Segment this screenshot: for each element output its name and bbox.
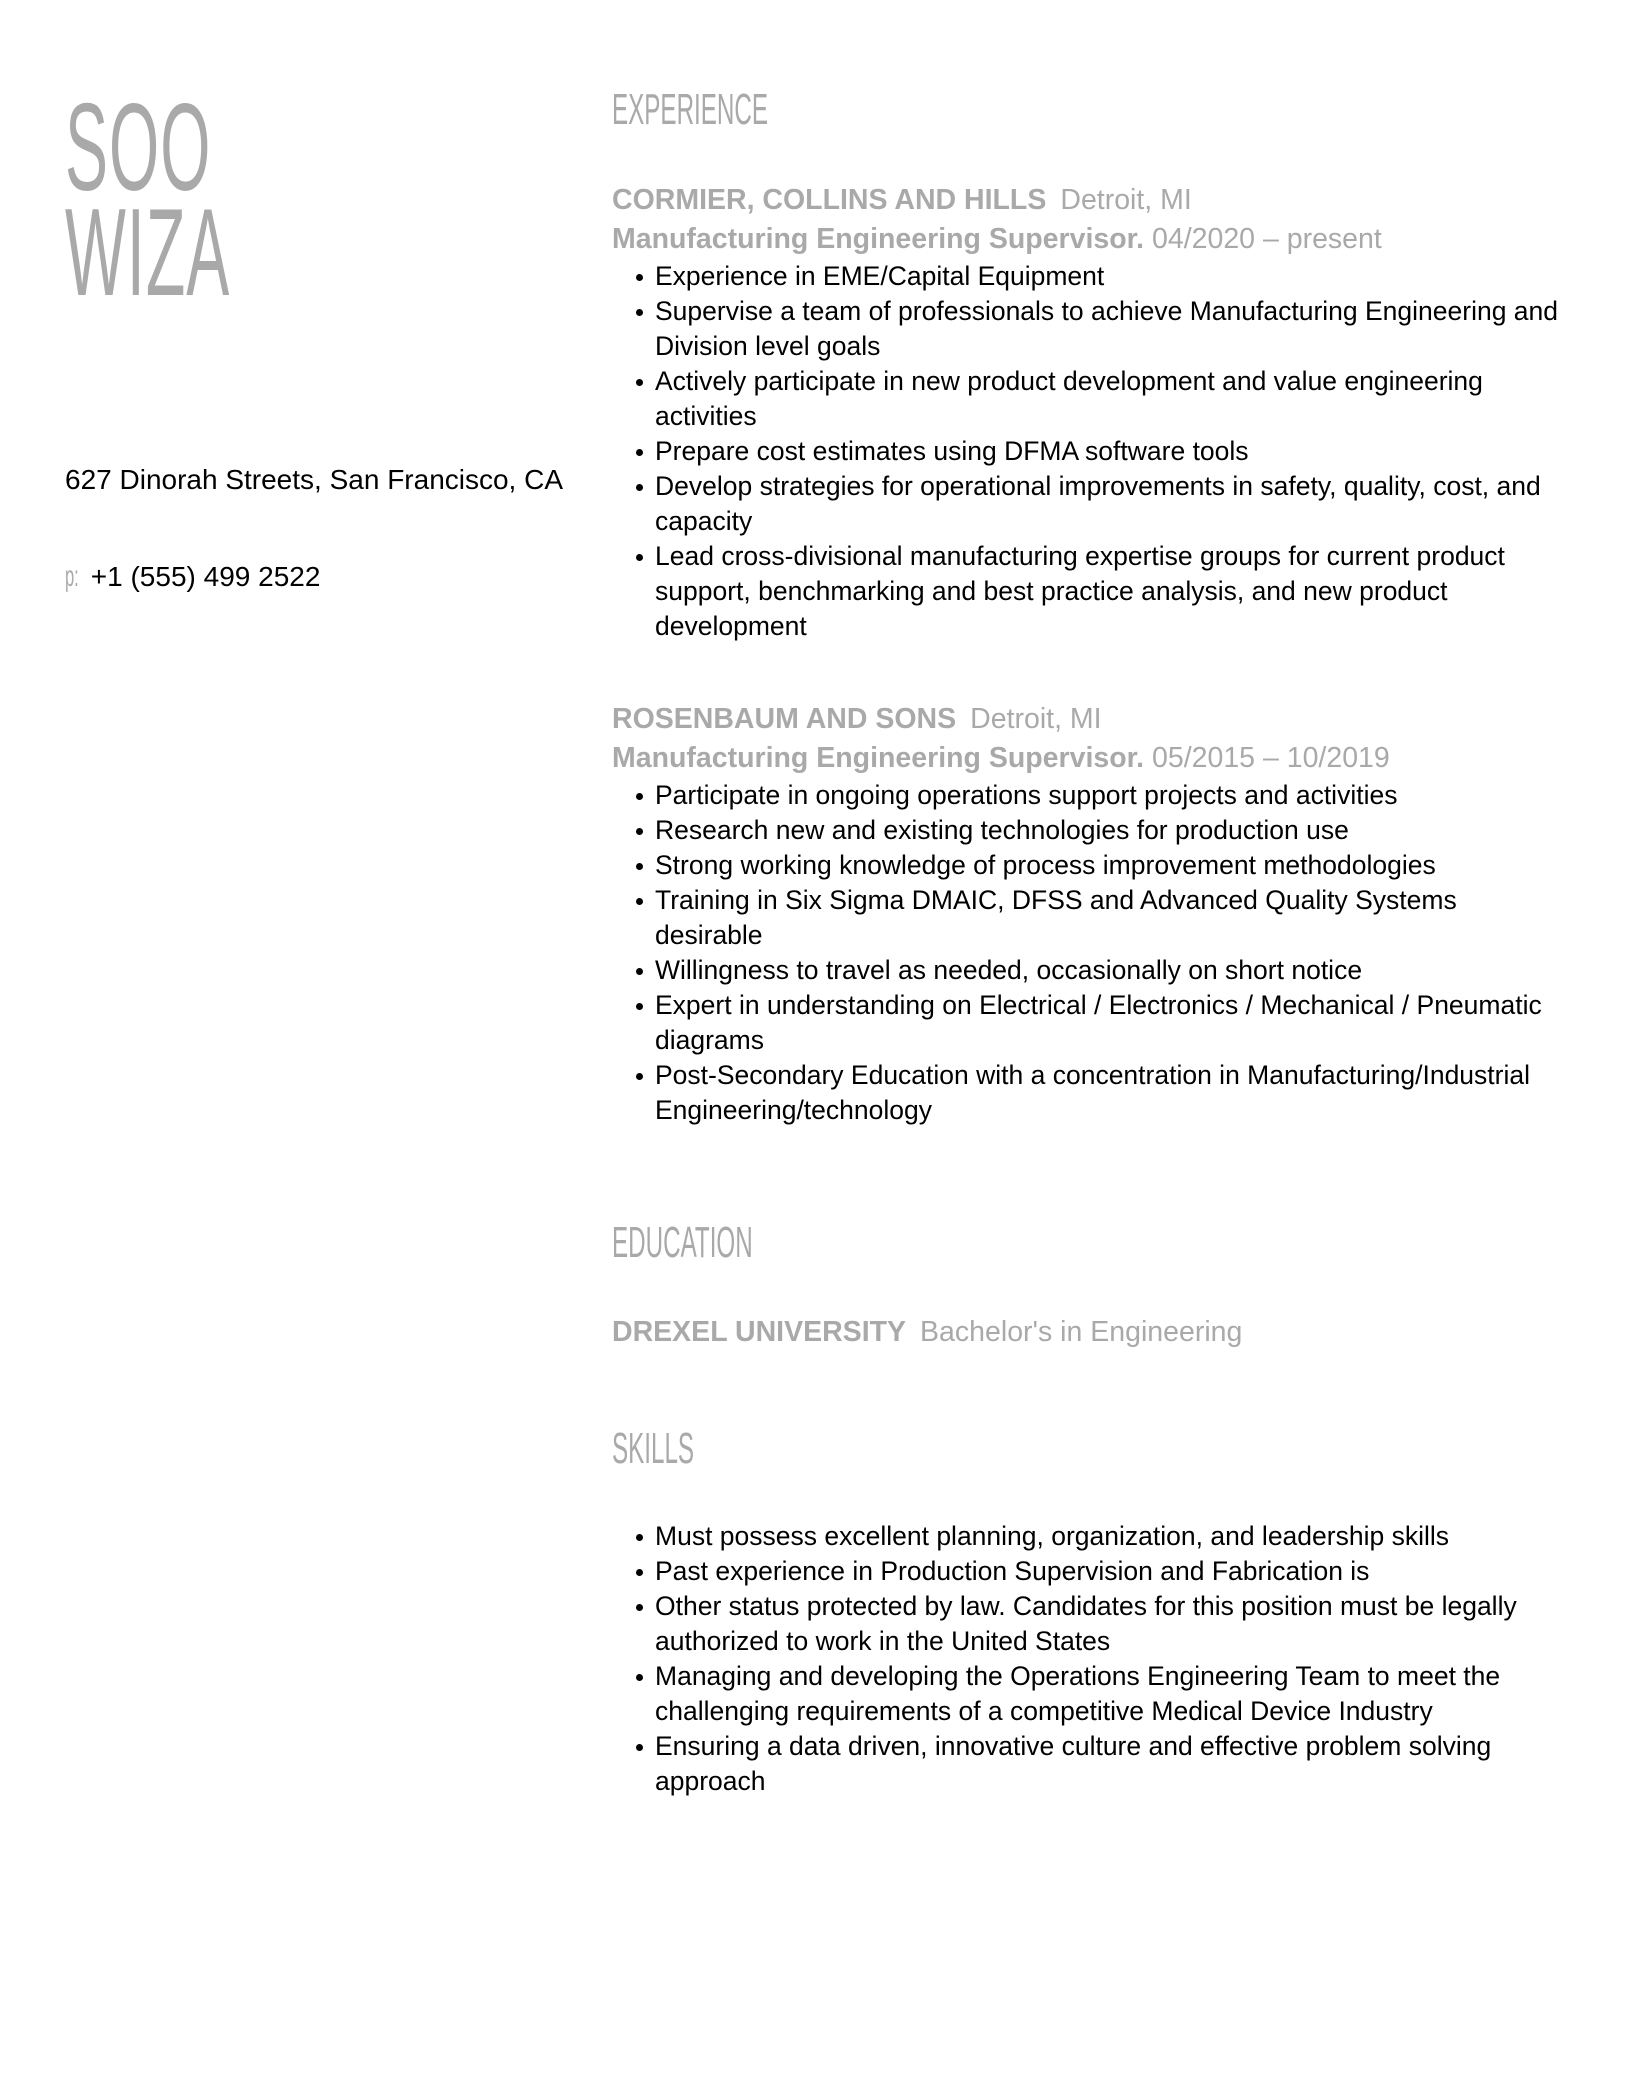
list-item: Must possess excellent planning, organization, and leadership skills (612, 1519, 1560, 1554)
job-company: ROSENBAUM AND SONS (612, 703, 957, 735)
job-title: Manufacturing Engineering Supervisor. (612, 223, 1145, 255)
job-title-row (612, 220, 1572, 259)
job-dates: 05/2015 – 10/2019 (1152, 742, 1390, 774)
list-item: Strong working knowledge of process improvement methodologies (612, 848, 1560, 883)
list-item: Past experience in Production Supervision and Fabrication is (612, 1554, 1560, 1589)
job-entry (612, 181, 1572, 644)
education-school: DREXEL UNIVERSITY (612, 1316, 907, 1348)
education-entry (612, 1313, 1242, 1352)
list-item: Ensuring a data driven, innovative culture and effective problem solving approach (612, 1729, 1560, 1799)
list-item: Expert in understanding on Electrical / Electronics / Mechanical / Pneumatic diagrams (612, 988, 1560, 1058)
education-heading: EDUCATION (612, 1218, 753, 1267)
list-item: Post-Secondary Education with a concentration in Manufacturing/Industrial Engineering/technology (612, 1058, 1560, 1128)
phone-label: p: (65, 560, 79, 593)
list-item: Develop strategies for operational improvements in safety, quality, cost, and capacity (612, 469, 1560, 539)
list-item: Participate in ongoing operations support projects and activities (612, 778, 1560, 813)
job-company: CORMIER, COLLINS AND HILLS (612, 184, 1047, 216)
job-title-row (612, 739, 1572, 778)
experience-heading: EXPERIENCE (612, 85, 769, 134)
job-bullets (612, 778, 1572, 1128)
address: 627 Dinorah Streets, San Francisco, CA (65, 464, 564, 495)
phone-row (65, 558, 320, 596)
job-header (612, 181, 1572, 220)
skills-list (612, 1519, 1560, 1799)
job-header (612, 700, 1572, 739)
job-title: Manufacturing Engineering Supervisor. (612, 742, 1145, 774)
last-name: WIZA (65, 184, 231, 322)
list-item: Training in Six Sigma DMAIC, DFSS and Advanced Quality Systems desirable (612, 883, 1560, 953)
list-item: Supervise a team of professionals to achieve Manufacturing Engineering and Division level goals (612, 294, 1560, 364)
list-item: Prepare cost estimates using DFMA software tools (612, 434, 1560, 469)
list-item: Experience in EME/Capital Equipment (612, 259, 1560, 294)
list-item: Actively participate in new product development and value engineering activities (612, 364, 1560, 434)
list-item: Other status protected by law. Candidates for this position must be legally authorized to work in the United States (612, 1589, 1560, 1659)
list-item: Willingness to travel as needed, occasionally on short notice (612, 953, 1560, 988)
list-item: Research new and existing technologies for production use (612, 813, 1560, 848)
job-entry (612, 700, 1572, 1128)
education-degree: Bachelor's in Engineering (920, 1316, 1243, 1348)
phone-number: +1 (555) 499 2522 (90, 561, 321, 592)
first-name: SOO (65, 79, 212, 217)
job-location: Detroit, MI (1060, 184, 1192, 216)
job-bullets (612, 259, 1572, 644)
job-location: Detroit, MI (970, 703, 1102, 735)
skills-heading: SKILLS (612, 1424, 695, 1473)
list-item: Lead cross-divisional manufacturing expertise groups for current product support, benchmarking and best practice analysis, and new product development (612, 539, 1560, 644)
list-item: Managing and developing the Operations Engineering Team to meet the challenging requirements of a competitive Medical Device Industry (612, 1659, 1560, 1729)
job-dates: 04/2020 – present (1152, 223, 1382, 255)
